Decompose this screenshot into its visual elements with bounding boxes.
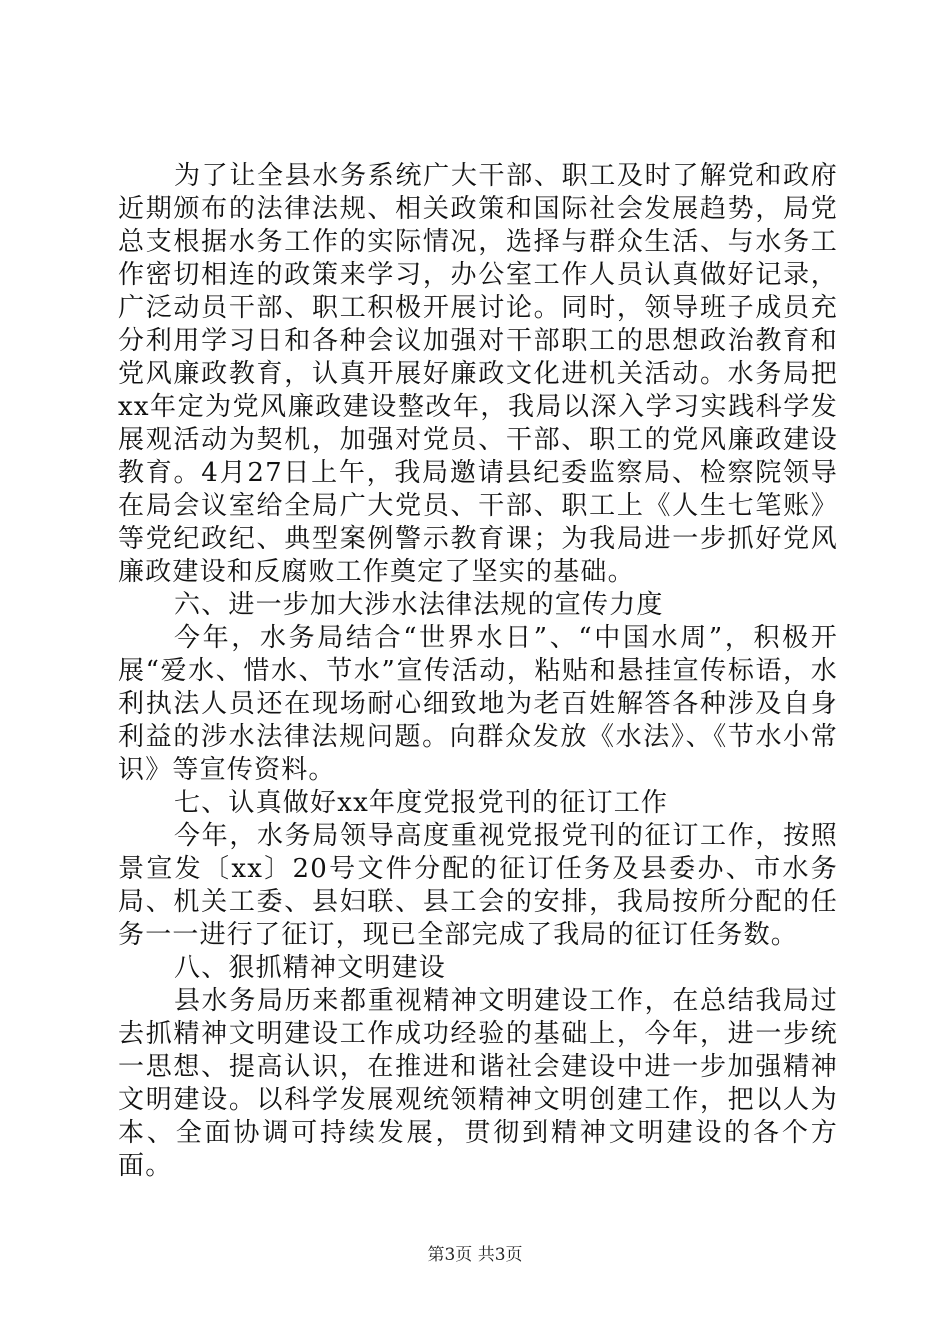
paragraph-subscription-work: 今年，水务局领导高度重视党报党刊的征订工作，按照景宣发〔xx〕20号文件分配的征订任务及县委办、市水务局、机关工委、县妇联、县工会的安排，我局按所分配的任务一一进行了征订，现已全部完成了我局的征订任务数。	[118, 821, 838, 950]
section-heading-seven: 七、认真做好xx年度党报党刊的征订工作	[174, 788, 669, 818]
paragraph-water-law-publicity: 今年，水务局结合“世界水日”、“中国水周”，积极开展“爱水、惜水、节水”宣传活动，粘贴和悬挂宣传标语，水利执法人员还在现场耐心细致地为老百姓解答各种涉及自身利益的涉水法律法规问题。向群众发放《水法》、《节水小常识》等宣传资料。	[118, 623, 838, 785]
section-heading-eight: 八、狠抓精神文明建设	[174, 953, 447, 983]
document-body	[118, 160, 838, 1183]
paragraph-study-and-integrity: 为了让全县水务系统广大干部、职工及时了解党和政府近期颁布的法律法规、相关政策和国际社会发展趋势，局党总支根据水务工作的实际情况，选择与群众生活、与水务工作密切相连的政策来学习，办公室工作人员认真做好记录，广泛动员干部、职工积极开展讨论。同时，领导班子成员充分利用学习日和各种会议加强对干部职工的思想政治教育和党风廉政教育，认真开展好廉政文化进机关活动。水务局把xx年定为党风廉政建设整改年，我局以深入学习实践科学发展观活动为契机，加强对党员、干部、职工的党风廉政建设教育。4月27日上午，我局邀请县纪委监察局、检察院领导在局会议室给全局广大党员、干部、职工上《人生七笔账》等党纪政纪、典型案例警示教育课；为我局进一步抓好党风廉政建设和反腐败工作奠定了坚实的基础。	[118, 161, 838, 587]
section-heading-six: 六、进一步加大涉水法律法规的宣传力度	[174, 590, 664, 620]
page-number-footer: 第3页 共3页	[427, 1245, 523, 1265]
paragraph-spiritual-civilization: 县水务局历来都重视精神文明建设工作，在总结我局过去抓精神文明建设工作成功经验的基础上，今年，进一步统一思想、提高认识，在推进和谐社会建设中进一步加强精神文明建设。以科学发展观统领精神文明创建工作，把以人为本、全面协调可持续发展，贯彻到精神文明建设的各个方面。	[118, 986, 838, 1181]
